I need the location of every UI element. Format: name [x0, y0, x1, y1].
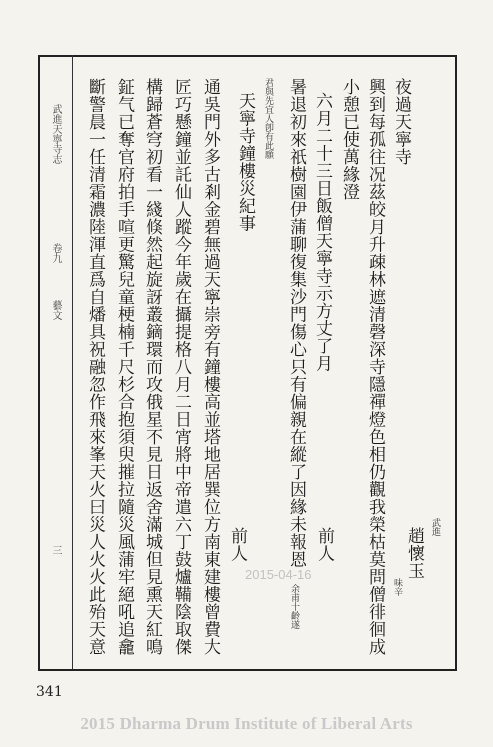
annotation-column: 君與先宜人卽有此願 — [263, 78, 273, 159]
margin-divider — [72, 55, 73, 669]
text-column-5: 暑退初來祇樹園伊蒲聊復集沙門傷心只有偏親在縱了因緣未報恩 — [286, 78, 306, 568]
watermark-date: 2015-04-16 — [245, 567, 312, 582]
text-column-10: 構歸蒼穹初看一綫倏然起旋訝叢鏑環而攻俄星不見日返舍滿城但見熏天紅鳴 — [142, 78, 162, 656]
text-column-3: 小憩已使萬緣澄 — [339, 78, 359, 201]
page-number: 341 — [36, 684, 63, 700]
text-column-12: 斷警晨一任清霜濃陸渾直爲自燔具祝融忽作飛來峯天火曰災人火火此殆天意 — [85, 78, 105, 656]
author-second-note: 余甫十齡遂 — [289, 584, 299, 629]
text-column-8: 通吳門外多古剎金碧無過天寧崇旁有鐘樓高並塔地居巽位方南東建樓曾費大 — [200, 78, 220, 656]
text-column-2: 興到每孤往况茲皎月升疎林遮清磬深寺隱禪燈色相仍觀我榮枯莫問僧徘徊成 — [365, 78, 385, 656]
margin-section: 藝文 — [50, 300, 61, 320]
watermark-text: 2015 Dharma Drum Institute of Liberal Arts — [80, 714, 413, 733]
text-column-11: 鉦气已奪官府拍手喧更驚兒童梗楠千尺杉合抱須臾摧拉隨災風蒲牢絕吼追龕 — [114, 78, 134, 656]
margin-volume: 卷九 — [50, 243, 61, 263]
poem-title-3: 天寧寺鐘樓災紀事 — [235, 92, 255, 232]
author-name: 趙懷玉 — [404, 527, 424, 580]
author-origin: 武進 — [430, 518, 440, 536]
poem-title-2: 六月二十三日飯僧天寧寺示方丈了月 — [312, 92, 332, 372]
author-third: 前人 — [227, 527, 247, 562]
text-column-9: 匠巧懸鐘並託仙人蹤今年歲在攝提格八月二日宵將中帝遣六丁鼓爐鞴陰取傑 — [171, 78, 191, 656]
author-style-name: 味辛 — [392, 578, 402, 596]
poem-title-1: 夜過天寧寺 — [391, 78, 411, 166]
author-second: 前人 — [314, 527, 334, 562]
margin-folio: 三 — [50, 545, 61, 555]
margin-book-title: 武進天寧寺志 — [50, 104, 61, 164]
